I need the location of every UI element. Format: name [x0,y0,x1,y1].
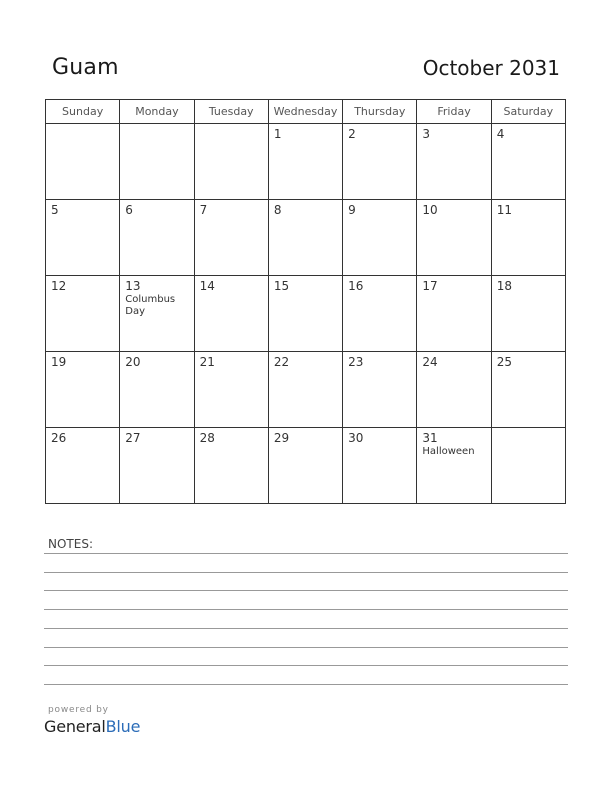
note-line [44,590,568,591]
week-row-5 [46,428,566,504]
day-cell [343,124,417,200]
week-row-3 [46,276,566,352]
week-row-4 [46,352,566,428]
day-number: 4 [496,127,505,141]
day-number: 15 [273,279,290,293]
weekday-header-row [46,100,566,124]
day-cell [268,200,342,276]
day-number: 20 [125,355,141,369]
day-number: 31 [422,431,438,445]
day-cell [417,124,491,200]
day-cell [343,352,417,428]
weekday-thursday: Thursday [343,100,417,124]
day-cell [120,276,194,352]
day-number: 13 [125,279,141,293]
note-line [44,553,568,554]
day-cell [491,124,565,200]
day-number: 21 [199,355,215,369]
day-cell [268,124,342,200]
day-cell [491,276,565,352]
day-cell [46,200,120,276]
day-cell [268,352,342,428]
day-cell [268,276,342,352]
powered-by-text: powered by [48,705,109,715]
day-cell [194,276,268,352]
week-row-1 [46,124,566,200]
day-cell [120,352,194,428]
day-cell [46,352,120,428]
day-number: 10 [422,203,438,217]
note-line [44,647,568,648]
day-cell [417,428,491,504]
day-number: 6 [125,203,133,217]
day-cell [343,276,417,352]
day-cell [343,200,417,276]
weekday-sunday: Sunday [46,100,120,124]
day-number: 7 [199,203,208,217]
day-number: 9 [348,203,356,217]
note-line [44,684,568,685]
day-number: 24 [422,355,438,369]
day-number: 30 [348,431,364,445]
weekday-monday: Monday [120,100,194,124]
day-cell [194,352,268,428]
day-number: 17 [422,279,438,293]
day-cell [417,352,491,428]
day-cell [120,428,194,504]
day-cell [491,200,565,276]
weekday-saturday: Saturday [491,100,565,124]
calendar-grid [45,99,566,504]
day-cell [46,276,120,352]
day-number: 25 [496,355,512,369]
weekday-wednesday: Wednesday [268,100,342,124]
day-number: 16 [348,279,364,293]
day-cell [268,428,342,504]
day-cell [491,428,565,504]
note-line [44,665,568,666]
day-cell [194,124,268,200]
day-number: 1 [273,127,282,141]
day-number: 8 [273,203,282,217]
brand-name-part1: General [44,717,106,736]
week-row-2 [46,200,566,276]
weekday-tuesday: Tuesday [194,100,268,124]
note-line [44,609,568,610]
day-cell [194,200,268,276]
day-number: 29 [273,431,290,445]
day-number: 12 [51,279,67,293]
day-number: 26 [51,431,67,445]
day-number: 2 [348,127,356,141]
note-line [44,572,568,573]
day-cell [343,428,417,504]
weekday-friday: Friday [417,100,491,124]
day-cell [417,200,491,276]
day-number: 23 [348,355,364,369]
day-number: 27 [125,431,141,445]
day-cell [120,200,194,276]
day-number: 5 [51,203,59,217]
holiday-label: Columbus Day [125,294,176,317]
notes-label: NOTES: [48,537,93,551]
note-line [44,628,568,629]
day-number: 22 [273,355,290,369]
day-cell [417,276,491,352]
day-number: 3 [422,127,431,141]
day-number: 28 [199,431,215,445]
day-cell [194,428,268,504]
day-cell [46,124,120,200]
day-number: 14 [199,279,215,293]
country-title: Guam [52,55,119,80]
day-number: 18 [496,279,512,293]
day-number: 11 [496,203,512,217]
month-year-title: October 2031 [422,56,560,80]
brand-logo [44,717,140,736]
day-cell [46,428,120,504]
day-cell [120,124,194,200]
holiday-label: Halloween [422,446,475,457]
brand-name-part2: Blue [105,717,141,736]
day-cell [491,352,565,428]
day-number: 19 [51,355,67,369]
